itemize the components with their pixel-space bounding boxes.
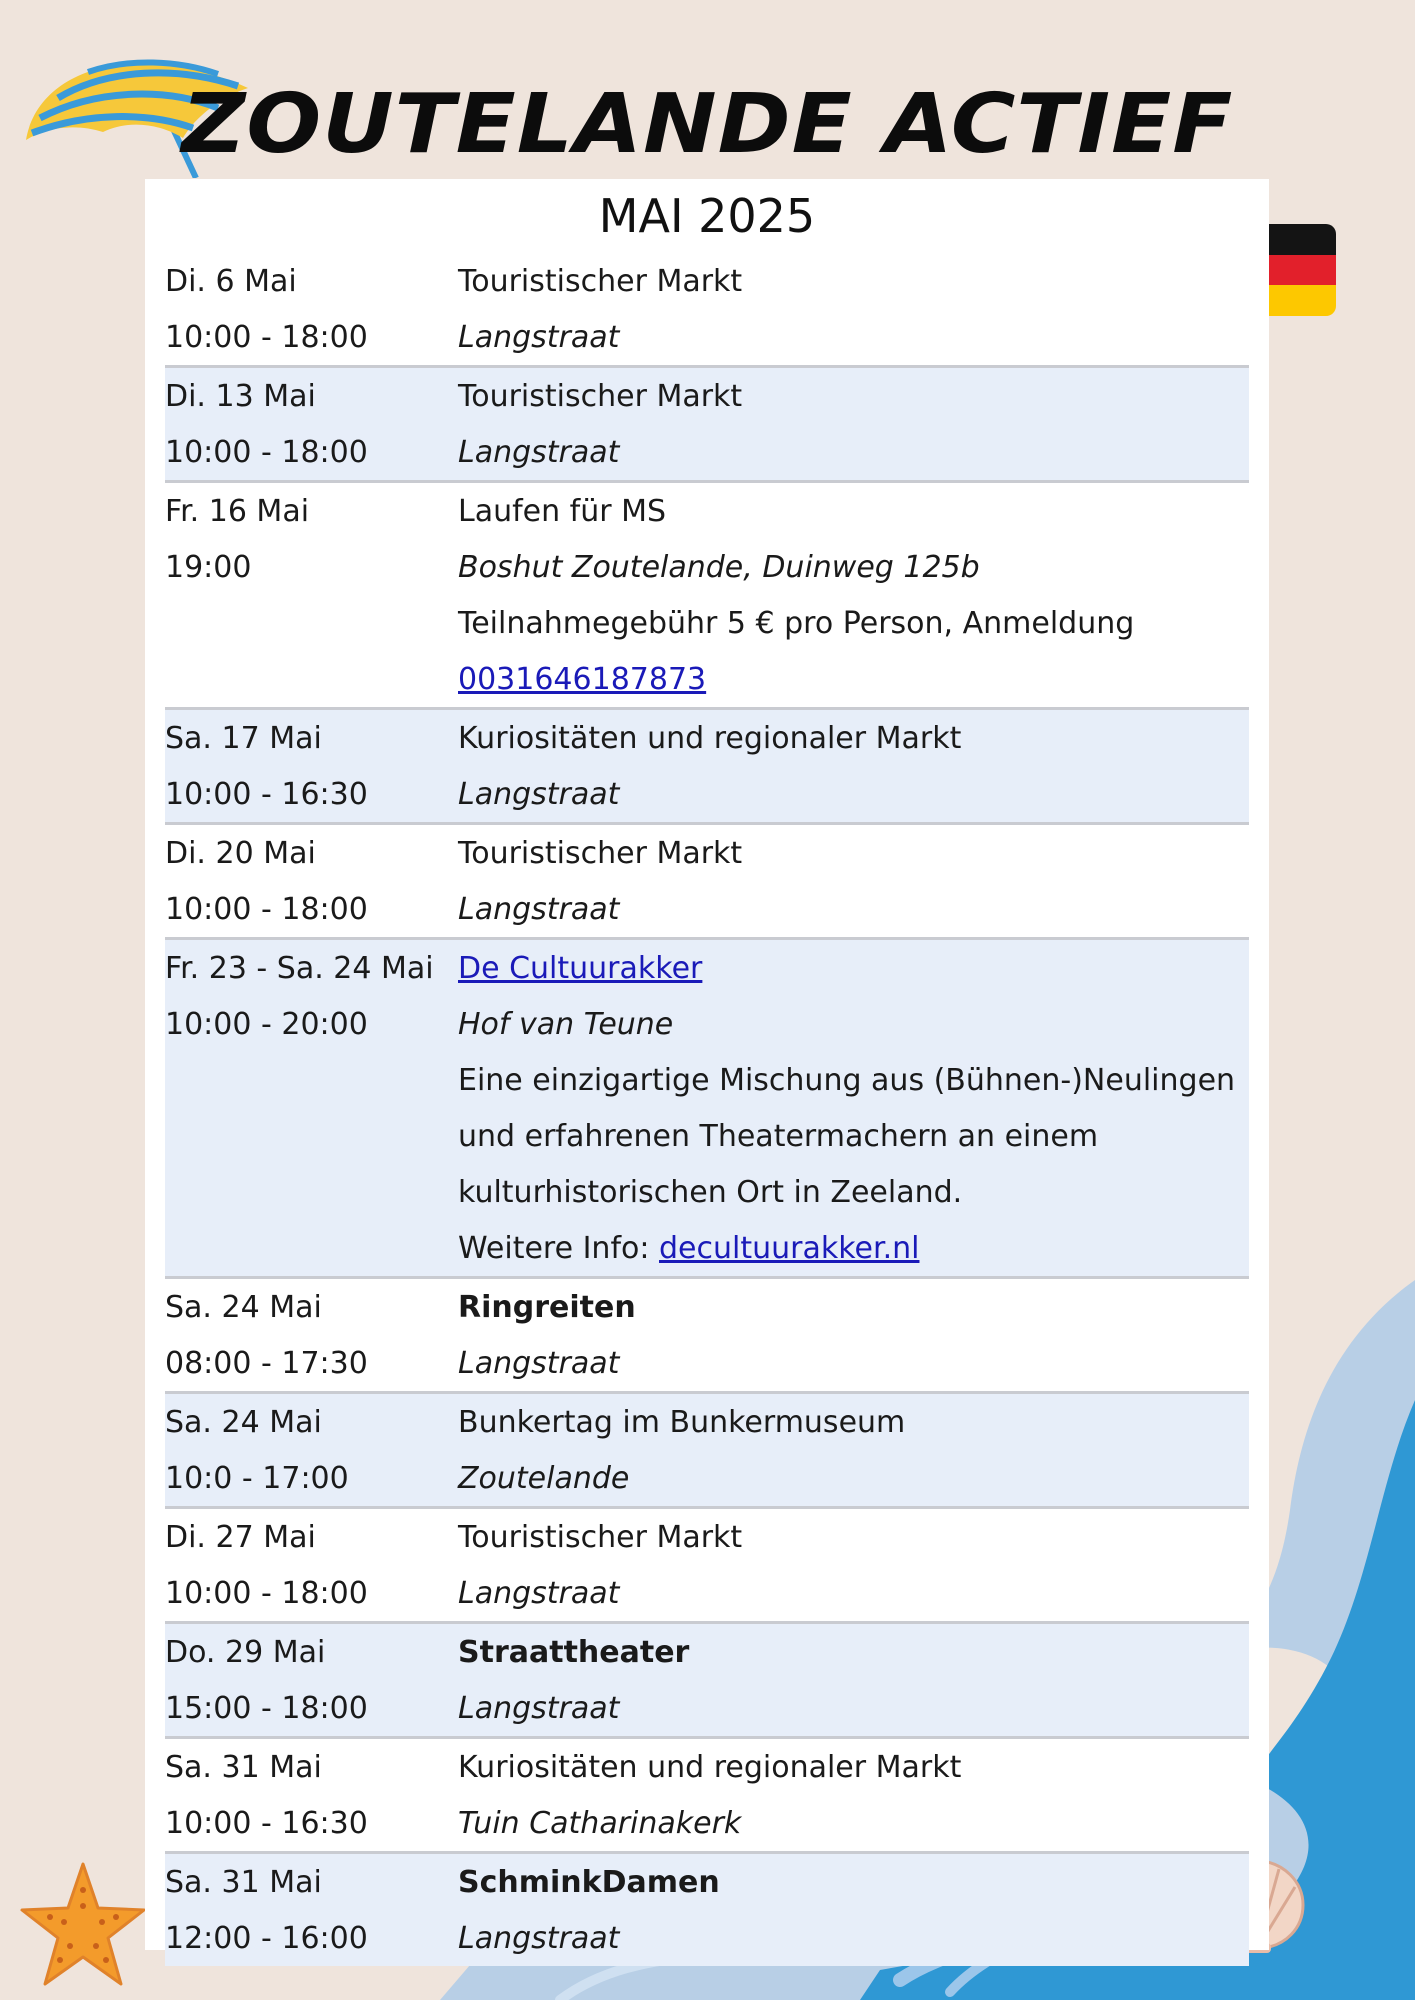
event-info-cell [458,1739,1249,1851]
event-panel [145,179,1269,1956]
event-date-cell [165,710,455,822]
event-info-cell [458,483,1249,707]
event-date: Di. 6 Mai [165,263,297,299]
event-info-line [458,1220,1249,1276]
event-date: Fr. 23 - Sa. 24 Mai [165,950,434,986]
event-title: Touristischer Markt [458,378,743,414]
event-info-cell [458,940,1249,1276]
event-location: Tuin Catharinakerk [458,1805,742,1841]
event-date: Di. 20 Mai [165,835,316,871]
event-title-link[interactable]: De Cultuurakker [458,950,703,986]
event-row [165,1739,1249,1854]
event-time: 10:00 - 18:00 [165,434,368,470]
event-location: Langstraat [458,1345,620,1381]
starfish-icon [18,1860,148,1990]
event-date-cell [165,940,455,1052]
event-row [165,1279,1249,1394]
event-info-cell [458,1854,1249,1966]
event-location: Boshut Zoutelande, Duinweg 125b [458,549,980,585]
event-location: Langstraat [458,1575,620,1611]
event-location: Langstraat [458,434,620,470]
event-row [165,940,1249,1279]
event-date-cell [165,1509,455,1621]
event-title: Laufen für MS [458,493,667,529]
event-row [165,1624,1249,1739]
event-row [165,1854,1249,1966]
event-time: 08:00 - 17:30 [165,1345,368,1381]
event-row [165,368,1249,483]
event-time: 10:00 - 16:30 [165,1805,368,1841]
event-row [165,483,1249,710]
event-title: Kuriositäten und regionaler Markt [458,1749,962,1785]
event-info-cell [458,825,1249,937]
event-description: kulturhistorischen Ort in Zeeland. [458,1174,963,1210]
event-title: Kuriositäten und regionaler Markt [458,720,962,756]
event-date: Sa. 31 Mai [165,1864,322,1900]
event-row [165,825,1249,940]
info-label: Weitere Info: [458,1230,660,1266]
event-location: Langstraat [458,776,620,812]
event-info-cell [458,1624,1249,1736]
event-title: Straattheater [458,1634,690,1670]
event-title: Bunkertag im Bunkermuseum [458,1404,906,1440]
event-date: Sa. 31 Mai [165,1749,322,1785]
event-info-cell [458,1509,1249,1621]
event-date: Sa. 24 Mai [165,1289,322,1325]
event-location: Hof van Teune [458,1006,674,1042]
event-phone-line [458,651,1249,707]
event-location: Langstraat [458,1920,620,1956]
event-info-cell [458,368,1249,480]
event-time: 19:00 [165,549,252,585]
page-title: ZOUTELANDE ACTIEF [181,75,1234,172]
event-time: 12:00 - 16:00 [165,1920,368,1956]
event-location: Langstraat [458,319,620,355]
info-link[interactable]: decultuurakker.nl [659,1230,920,1266]
event-description: und erfahrenen Theatermachern an einem [458,1118,1099,1154]
event-info-cell [458,1279,1249,1391]
event-info-cell [458,1394,1249,1506]
event-table [165,253,1249,1966]
event-title: Ringreiten [458,1289,636,1325]
event-time: 15:00 - 18:00 [165,1690,368,1726]
event-date-cell [165,368,455,480]
event-date: Sa. 17 Mai [165,720,322,756]
event-date-cell [165,1854,455,1966]
event-row [165,710,1249,825]
event-location: Langstraat [458,891,620,927]
event-date-cell [165,1394,455,1506]
event-date: Fr. 16 Mai [165,493,310,529]
event-date: Do. 29 Mai [165,1634,326,1670]
event-date-cell [165,825,455,937]
event-location: Zoutelande [458,1460,630,1496]
event-date: Sa. 24 Mai [165,1404,322,1440]
event-time: 10:0 - 17:00 [165,1460,349,1496]
event-time: 10:00 - 16:30 [165,776,368,812]
event-title: Touristischer Markt [458,1519,743,1555]
event-time: 10:00 - 20:00 [165,1006,368,1042]
event-title-line [458,940,1249,996]
event-date-cell [165,1739,455,1851]
event-description: Teilnahmegebühr 5 € pro Person, Anmeldung [458,605,1135,641]
event-time: 10:00 - 18:00 [165,319,368,355]
event-date-cell [165,253,455,365]
event-info-cell [458,253,1249,365]
event-date-cell [165,483,455,595]
event-title: SchminkDamen [458,1864,720,1900]
event-title: Touristischer Markt [458,835,743,871]
event-row [165,1394,1249,1509]
event-time: 10:00 - 18:00 [165,891,368,927]
event-date: Di. 13 Mai [165,378,316,414]
event-row [165,253,1249,368]
event-date-cell [165,1624,455,1736]
event-location: Langstraat [458,1690,620,1726]
month-heading: MAI 2025 [598,189,816,243]
event-date-cell [165,1279,455,1391]
event-info-cell [458,710,1249,822]
event-time: 10:00 - 18:00 [165,1575,368,1611]
event-description: Eine einzigartige Mischung aus (Bühnen-)Neulingen [458,1062,1236,1098]
event-date: Di. 27 Mai [165,1519,316,1555]
event-row [165,1509,1249,1624]
phone-link[interactable]: 0031646187873 [458,661,707,697]
event-title: Touristischer Markt [458,263,743,299]
